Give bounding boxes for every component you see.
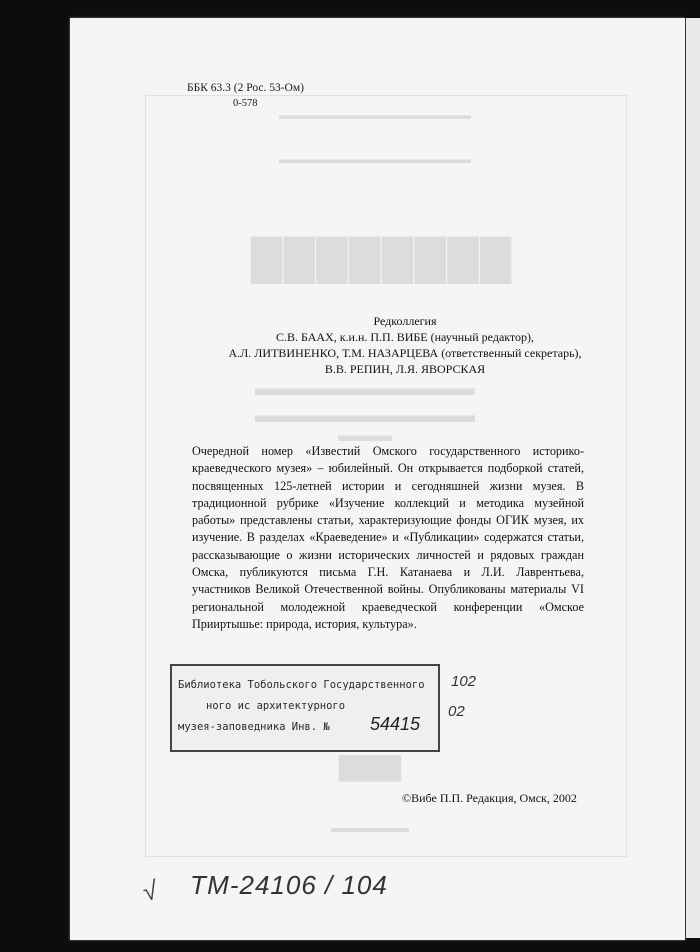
bbk-classification: ББК 63.3 (2 Рос. 53-Ом) — [187, 82, 304, 94]
next-page-edge — [686, 18, 700, 938]
editorial-board-line: С.В. БААХ, к.и.н. П.П. ВИБЕ (научный редактор), — [275, 330, 535, 344]
bleed-through-text: ████ — [338, 755, 402, 780]
handwritten-check-mark: √ — [140, 874, 160, 908]
editorial-board — [150, 313, 660, 377]
stamp-inventory-number: 54415 — [370, 714, 421, 734]
annotation-paragraph: Очередной номер «Известий Омского государственного историко-краеведческого музея» – юбилейный. Он открывается подборкой статей, посвященных 125-летней истории и сегодняшней жизни музея. В традиционной рубрике «Изучение коллекций и методика музейной работы» представлены статьи, характеризующие фонды ОГИК музея, их изучение. В разделах «Краеведение» и «Публикации» содержатся статьи, рассказывающие о жизни исторических личностей и рядовых граждан Омска, публикуются письма Г.Н. Катанаева и Л.И. Лаврентьева, участников Великой Отечественной войны. Опубликованы материалы VI региональной молодежной краеведческой конференции «Омское Прииртышье: природа, история, культура». — [192, 444, 584, 631]
bleed-through-text: ▬▬▬▬▬▬▬▬▬▬ — [255, 375, 475, 400]
handwritten-margin-note: 102 — [451, 673, 477, 690]
bleed-through-title: ████████ — [248, 238, 512, 284]
bleed-through-text: ▬▬▬▬▬▬▬▬▬▬▬▬▬▬▬▬ — [279, 152, 471, 166]
bleed-through-text: ▬▬▬ — [338, 425, 392, 445]
library-stamp — [170, 664, 440, 752]
handwritten-margin-note: 02 — [448, 703, 465, 720]
bleed-through-text: ▬▬▬▬▬▬▬▬▬▬▬▬▬▬▬▬ — [279, 108, 471, 122]
author-mark-code: 0-578 — [233, 98, 258, 109]
editorial-board-line: В.В. РЕПИН, Л.Я. ЯВОРСКАЯ — [324, 362, 486, 376]
bleed-through-text: ▬▬▬▬▬▬▬▬▬▬ — [255, 402, 475, 427]
stamp-line: музея-заповедника Инв. № — [178, 721, 330, 733]
stamp-line: Библиотека Тобольского Государственного — [178, 679, 425, 691]
bleed-through-text: ▬▬▬▬▬▬ — [331, 820, 409, 835]
editorial-board-line: А.Л. ЛИТВИНЕНКО, Т.М. НАЗАРЦЕВА (ответственный секретарь), — [228, 346, 582, 360]
handwritten-catalog-number: ТМ-24106 / 104 — [190, 870, 388, 900]
editorial-board-title: Редколлегия — [373, 314, 437, 328]
copyright-line: ©Вибе П.П. Редакция, Омск, 2002 — [402, 791, 577, 805]
stamp-line: ного ис архитектурного — [206, 700, 346, 712]
